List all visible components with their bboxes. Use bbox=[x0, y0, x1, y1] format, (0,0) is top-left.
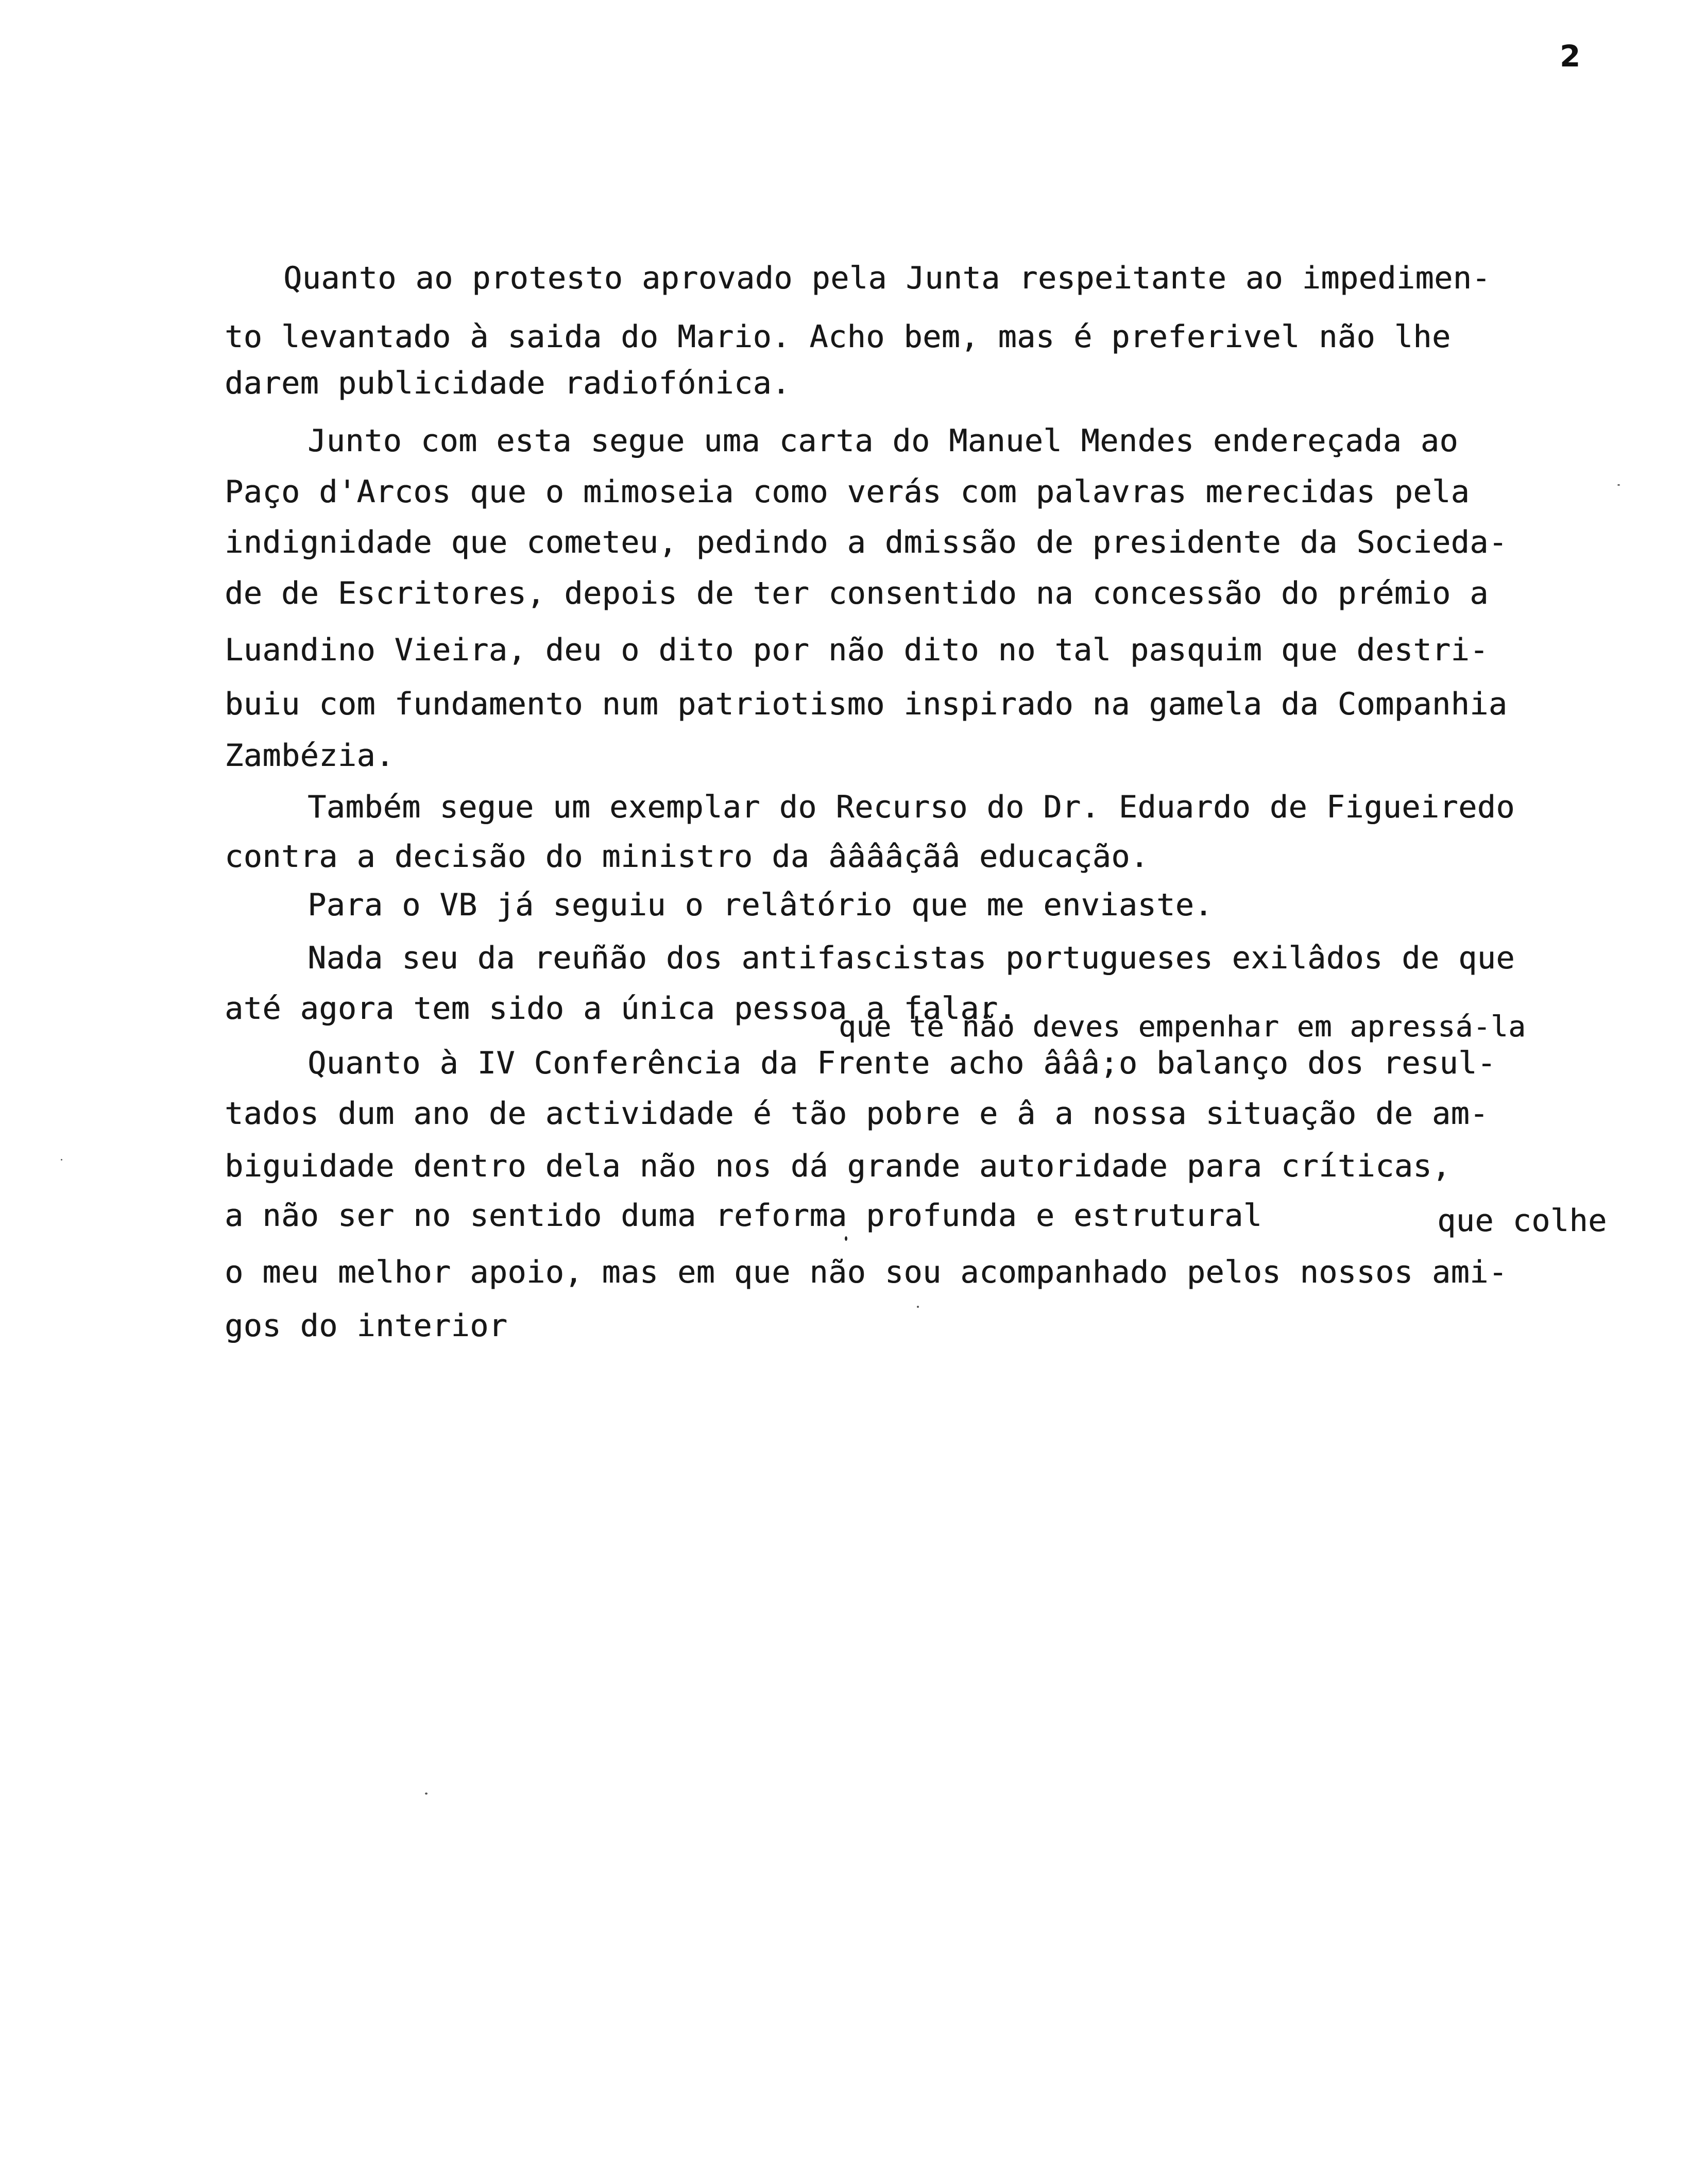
text-line-13: Para o VB já seguiu o relâtório que me enviaste. bbox=[308, 887, 1213, 923]
text-line-21: gos do interior bbox=[225, 1308, 508, 1344]
text-line-6: indignidade que cometeu, pedindo a dmissão de presidente da Socieda- bbox=[225, 524, 1508, 560]
text-line-10: Zambézia. bbox=[225, 738, 395, 774]
text-line-11: Também segue um exemplar do Recurso do Dr. Eduardo de Figueiredo bbox=[308, 789, 1515, 825]
text-line-7: de de Escritores, depois de ter consentido na concessão do prémio a bbox=[225, 575, 1489, 611]
text-line-4: Junto com esta segue uma carta do Manuel Mendes endereçada ao bbox=[308, 423, 1459, 459]
text-line-3: darem publicidade radiofónica. bbox=[225, 365, 791, 401]
paper-speck bbox=[61, 1159, 62, 1161]
text-line-1: Quanto ao protesto aprovado pela Junta respeitante ao impedimen- bbox=[283, 260, 1491, 296]
text-line-2: to levantado à saida do Mario. Acho bem, mas é preferivel não lhe bbox=[225, 319, 1451, 355]
text-line-18: biguidade dentro dela não nos dá grande autoridade para críticas, bbox=[225, 1148, 1451, 1184]
text-line-9: buiu com fundamento num patriotismo inspirado na gamela da Companhia bbox=[225, 686, 1508, 722]
text-line-14: Nada seu da reuñão dos antifascistas portugueses exilâdos de que bbox=[308, 940, 1515, 976]
text-line-15: até agora tem sido a única pessoa a falar. bbox=[225, 991, 1017, 1027]
text-line-17: tados dum ano de actividade é tão pobre e â a nossa situação de am- bbox=[225, 1096, 1489, 1132]
text-line-20: o meu melhor apoio, mas em que não sou acompanhado pelos nossos ami- bbox=[225, 1254, 1508, 1290]
paper-speck bbox=[425, 1793, 428, 1795]
page-number: 2 bbox=[1560, 39, 1581, 74]
text-line-19: a não ser no sentido duma reforma profunda e estrutural bbox=[225, 1198, 1263, 1234]
text-line-8: Luandino Vieira, deu o dito por não dito no tal pasquim que destri- bbox=[225, 632, 1489, 668]
text-line-16: Quanto à IV Conferência da Frente acho âââ;o balanço dos resul- bbox=[308, 1045, 1496, 1081]
text-line-12: contra a decisão do ministro da ââââçãâ educação. bbox=[225, 839, 1149, 875]
paper-speck bbox=[917, 1306, 919, 1308]
text-line-5: Paço d'Arcos que o mimoseia como verás com palavras merecidas pela bbox=[225, 474, 1470, 510]
interlinear-insertion: que te não deves empenhar em apressá-la bbox=[839, 1010, 1526, 1044]
text-line-19-continuation: que colhe bbox=[1437, 1203, 1607, 1239]
paper-speck bbox=[845, 1236, 847, 1241]
paper-speck bbox=[1617, 484, 1620, 486]
